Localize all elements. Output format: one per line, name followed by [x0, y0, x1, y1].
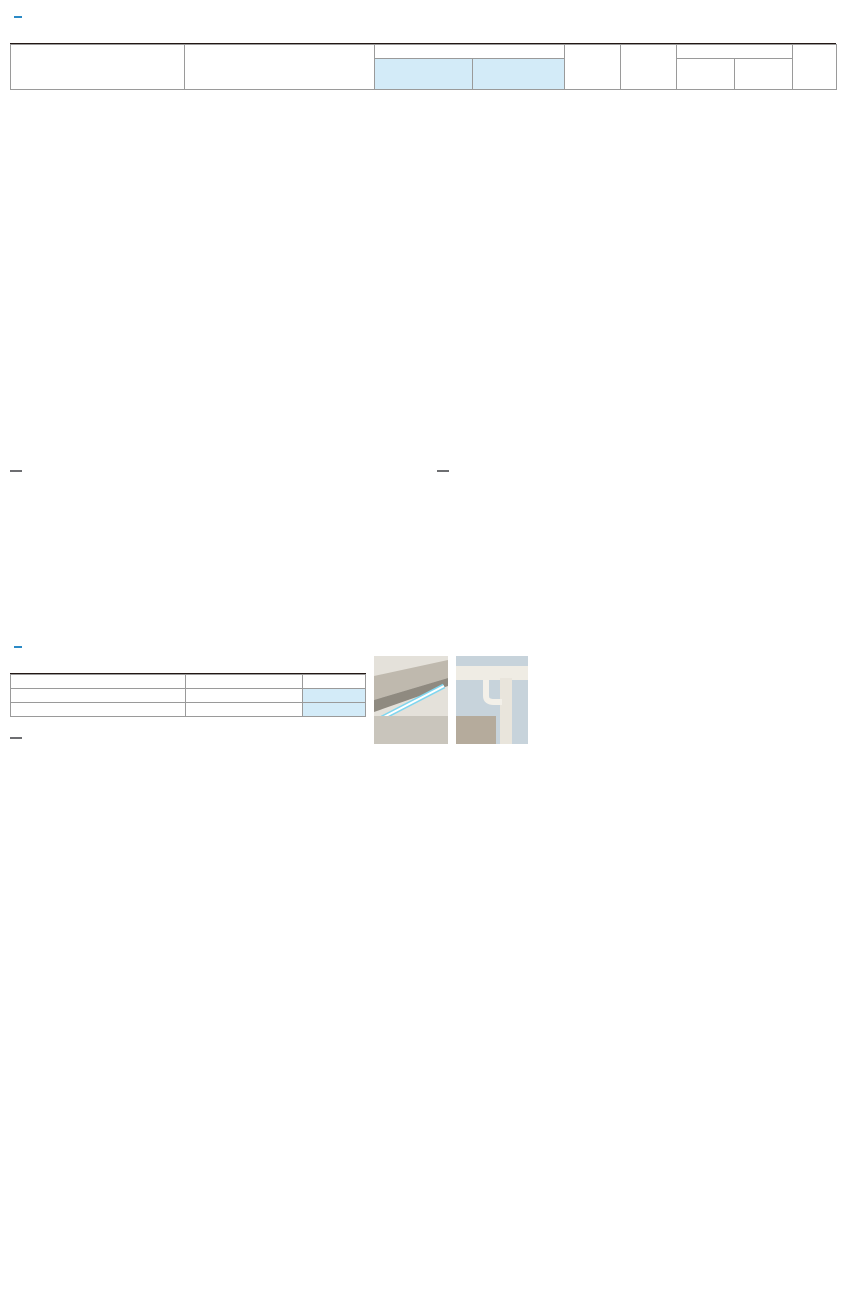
col-header-height	[677, 45, 793, 59]
option-col-name	[11, 675, 186, 689]
option-price	[303, 689, 366, 703]
made-to-order-badge	[14, 16, 22, 18]
col-header-price	[375, 45, 565, 59]
option-name	[11, 703, 186, 717]
col-header-height-poly	[677, 59, 735, 90]
special-heading	[437, 470, 449, 472]
notes-heading	[10, 470, 22, 472]
elevation-alu	[286, 1128, 836, 1298]
col-header-name	[11, 45, 185, 90]
poly-roof-plan	[452, 828, 828, 874]
col-header-alu	[473, 59, 565, 90]
option-code	[186, 689, 303, 703]
option-title-block	[10, 636, 22, 655]
option-notes-heading	[10, 737, 22, 739]
option-code	[186, 703, 303, 717]
option-table	[10, 674, 366, 717]
option-col-code	[186, 675, 303, 689]
downspout-cover-illustration	[456, 656, 528, 744]
col-header-height-alu	[735, 59, 793, 90]
downspout-cover-photo	[456, 656, 528, 744]
option-row	[11, 703, 366, 717]
option-row	[11, 689, 366, 703]
option-col-price	[303, 675, 366, 689]
option-price	[303, 703, 366, 717]
option-name	[11, 689, 186, 703]
col-header-depth	[621, 45, 677, 90]
option-notes	[10, 731, 22, 745]
alu-roof-plan	[452, 1070, 828, 1120]
col-header-pack	[793, 45, 837, 90]
exterior-light-photo	[374, 656, 448, 744]
special-section	[437, 464, 449, 478]
option-header-row	[11, 675, 366, 689]
price-table	[10, 44, 837, 90]
col-header-code	[185, 45, 375, 90]
col-header-poly	[375, 59, 473, 90]
notes-section	[10, 464, 22, 478]
col-header-width	[565, 45, 621, 90]
option-badge	[14, 646, 22, 648]
page-title-block	[10, 6, 22, 25]
exterior-light-illustration	[374, 656, 448, 744]
header-row-1	[11, 45, 837, 59]
elevation-poly	[286, 884, 836, 1054]
